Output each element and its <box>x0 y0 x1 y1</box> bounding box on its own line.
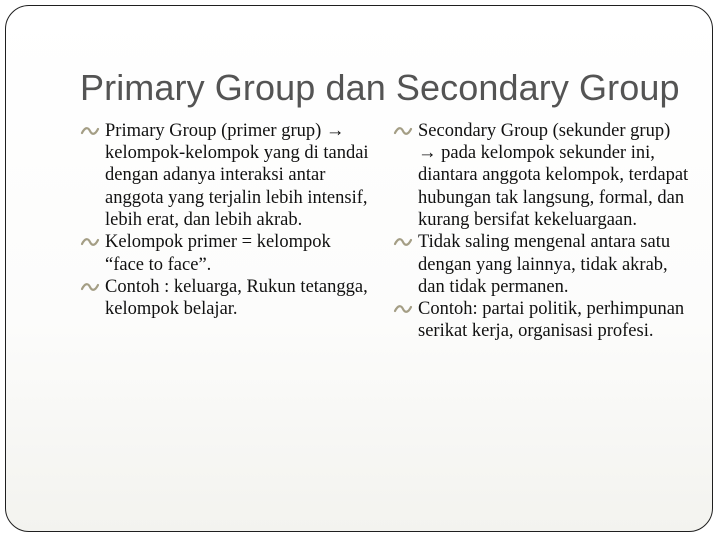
list-item <box>80 120 370 231</box>
slide-title: Primary Group dan Secondary Group <box>80 67 680 108</box>
list-item <box>80 231 370 275</box>
wavy-dash-bullet-icon <box>80 281 100 294</box>
list-item <box>393 120 693 231</box>
bullet-text: Contoh : keluarga, Rukun tetangga, kelompok belajar. <box>105 277 368 320</box>
wavy-dash-bullet-icon <box>80 125 100 138</box>
bullet-text: Contoh: partai politik, perhimpunan serikat kerja, organisasi profesi. <box>418 299 685 342</box>
bullet-text: Primary Group (primer grup) → kelompok-kelompok yang di tandai dengan adanya interaksi antar anggota yang terjalin lebih intensif, lebih erat, dan lebih akrab. <box>105 121 369 230</box>
bullet-text: Secondary Group (sekunder grup) → pada kelompok sekunder ini, diantara anggota kelompok, terdapat hubungan tak langsung, formal, dan kurang bersifat kekeluargaan. <box>418 121 689 230</box>
wavy-dash-bullet-icon <box>393 303 413 316</box>
list-item <box>393 231 693 298</box>
slide <box>5 5 713 532</box>
list-item <box>80 276 370 320</box>
wavy-dash-bullet-icon <box>393 125 413 138</box>
left-bullet-list <box>80 120 370 321</box>
right-bullet-list <box>393 120 693 343</box>
wavy-dash-bullet-icon <box>393 236 413 249</box>
list-item <box>393 298 693 342</box>
bullet-text: Kelompok primer = kelompok “face to face”. <box>105 232 331 275</box>
bullet-text: Tidak saling mengenal antara satu dengan yang lainnya, tidak akrab, dan tidak permanen. <box>418 232 671 297</box>
wavy-dash-bullet-icon <box>80 236 100 249</box>
